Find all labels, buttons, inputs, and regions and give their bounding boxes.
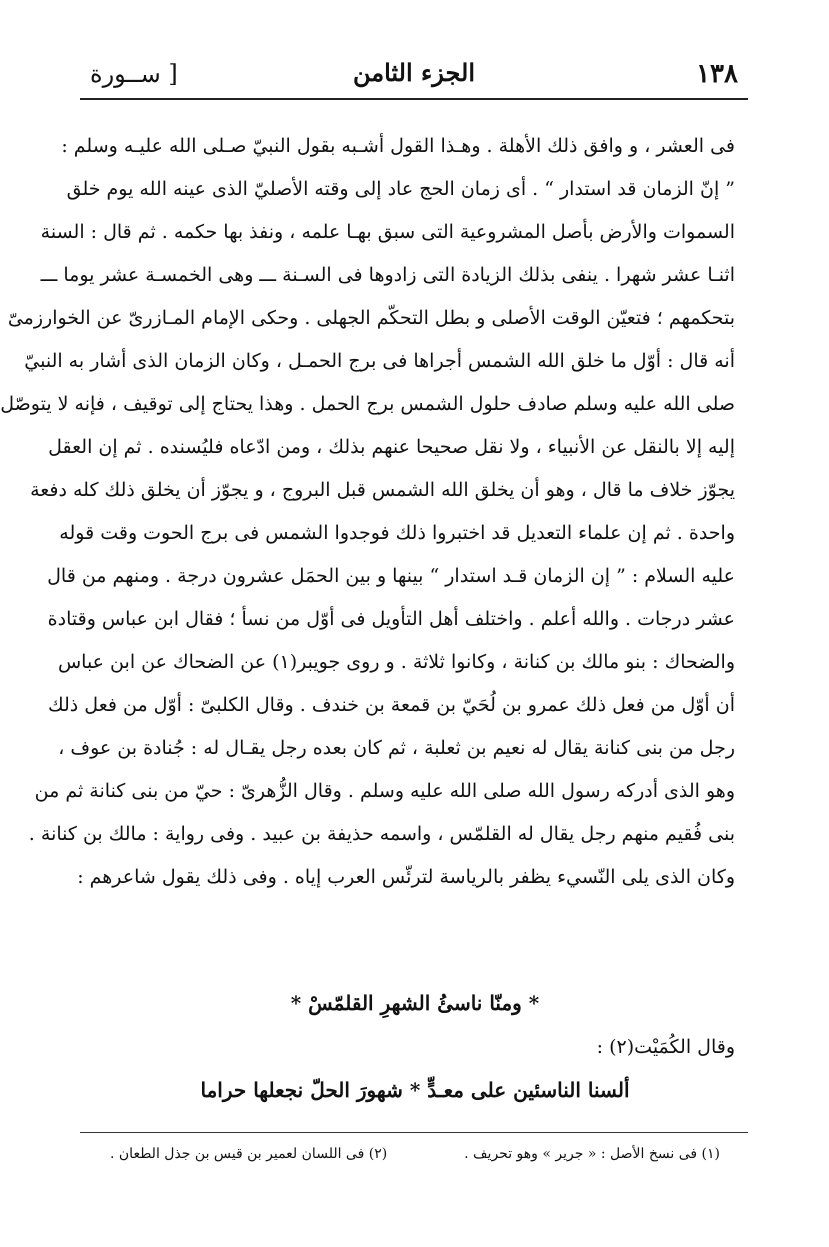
text-line: وهو الذى أدركه رسول الله صلى الله عليه وسلم . وقال الزُّهرىّ : حيّ من بنى كنانة ثم من	[34, 780, 735, 802]
verse-line-kumait: ألسنا الناسئين على معـدٍّ * شهورَ الحلّ نجعلها حراما	[200, 1078, 630, 1102]
text-line: ” إنّ الزمان قد استدار “ . أى زمان الحج عاد إلى وقته الأصليّ الذى عينه الله يوم خلق	[66, 178, 735, 200]
footnote-1: (١) فى نسخ الأصل : « جرير » وهو تحريف .	[464, 1146, 720, 1162]
text-line: اثنـا عشر شهرا . ينفى بذلك الزيادة التى زادوها فى السـنة ـــ وهى الخمسـة عشر يوما ـــ	[40, 264, 735, 286]
verse-line-qalammas: * ومنّا ناسئُ الشهرِ القلمّسْ *	[290, 991, 540, 1015]
text-line: رجل من بنى كنانة يقال له نعيم بن ثعلبة ، ثم كان بعده رجل يقـال له : جُنادة بن عوف ،	[58, 737, 735, 759]
text-line: فى العشر ، و وافق ذلك الأهلة . وهـذا القول أشـبه بقول النبيّ صـلى الله عليـه وسلم :	[61, 135, 735, 157]
text-line: عشر درجات . والله أعلم . واختلف أهل التأويل فى أوّل من نسأ ؛ فقال ابن عباس وقتادة	[47, 608, 735, 630]
text-line: إليه إلا بالنقل عن الأنبياء ، ولا نقل صحيحا عنهم بذلك ، ومن ادّعاه فليُسنده . ثم إن العقل	[48, 436, 735, 458]
running-title: الجزء الثامن	[352, 58, 475, 87]
text-line: أن أوّل من فعل ذلك عمرو بن لُحَيّ بن قمعة بن خندف . وقال الكلبىّ : أوّل من فعل ذلك	[48, 694, 735, 716]
surah-label: [ ســورة	[90, 60, 178, 88]
text-line: أنه قال : أوّل ما خلق الله الشمس أجراها فى برج الحمـل ، وكان الزمان الذى أشار به النبيّ	[24, 350, 735, 372]
footnotes	[110, 1140, 720, 1172]
text-line: واحدة . ثم إن علماء التعديل قد اختبروا ذلك فوجدوا الشمس فى برج الحوت وقت قوله	[59, 522, 735, 544]
page-number: ١٣٨	[696, 59, 738, 89]
kumait-intro: وقال الكُمَيْت(٢) :	[596, 1036, 735, 1058]
text-line: بتحكمهم ؛ فتعيّن الوقت الأصلى و بطل التحكّم الجهلى . وحكى الإمام المـازرىّ عن الخوارزمىّ	[7, 307, 735, 329]
footnote-divider	[80, 1132, 748, 1133]
page-header	[80, 55, 748, 99]
text-line: عليه السلام : ” إن الزمان قـد استدار “ بينها و بين الحمَل عشرون درجة . ومنهم من قال	[47, 565, 735, 587]
text-line: السموات والأرض بأصل المشروعية التى سبق بهـا علمه ، ونفذ بها حكمه . ثم قال : السنة	[40, 221, 735, 243]
text-line: بنى فُقيم منهم رجل يقال له القلمّس ، واسمه حذيفة بن عبيد . وفى رواية : مالك بن كنانة .	[28, 823, 735, 845]
footnote-2: (٢) فى اللسان لعمير بن قيس بن جذل الطعان .	[110, 1146, 388, 1162]
text-line: وكان الذى يلى النّسيء يظفر بالرياسة لترئّس العرب إياه . وفى ذلك يقول شاعرهم :	[77, 866, 735, 888]
text-line: والضحاك : بنو مالك بن كنانة ، وكانوا ثلاثة . و روى جويبر(١) عن الضحاك عن ابن عباس	[57, 651, 735, 673]
main-text	[0, 125, 735, 899]
text-line: يجوّز خلاف ما قال ، وهو أن يخلق الله الشمس قبل البروج ، و يجوّز أن يخلق ذلك كله دفعة	[30, 479, 735, 501]
text-line: صلى الله عليه وسلم صادف حلول الشمس برج الحمل . وهذا يحتاج إلى توقيف ، فإنه لا يتوصّل	[0, 393, 735, 415]
header-divider	[80, 98, 748, 100]
